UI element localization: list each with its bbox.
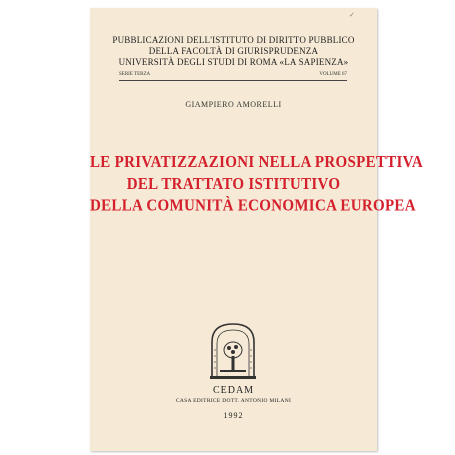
publication-year: 1992	[223, 411, 244, 420]
series-label: SERIE TERZA	[119, 72, 151, 77]
title-line-2: DEL TRATTATO ISTITUTIVO	[126, 175, 341, 194]
title-line-3: DELLA COMUNITÀ ECONOMICA EUROPEA	[90, 196, 416, 216]
volume-label: VOLUME 67	[319, 72, 347, 77]
publisher-full-name: CASA EDITRICE DOTT. ANTONIO MILANI	[175, 398, 292, 404]
author-name: GIAMPIERO AMORELLI	[185, 100, 282, 109]
header-line-3: UNIVERSITÀ DEGLI STUDI DI ROMA «LA SAPIENZA»	[118, 57, 349, 67]
publisher-name: CEDAM	[212, 385, 255, 396]
publisher-block	[90, 385, 377, 420]
header-divider	[119, 80, 347, 81]
publisher-logo-emblem	[206, 320, 260, 380]
pencil-check-mark: ✓	[349, 11, 355, 19]
title-line-1: LE PRIVATIZZAZIONI NELLA PROSPETTIVA	[90, 153, 423, 172]
book-title	[90, 152, 423, 218]
header-line-1: PUBBLICAZIONI DELL'ISTITUTO DI DIRITTO PUBBLICO	[112, 35, 355, 45]
book-cover	[90, 8, 423, 451]
series-header	[90, 35, 377, 68]
header-line-2: DELLA FACOLTÀ DI GIURISPRUDENZA	[148, 46, 319, 56]
